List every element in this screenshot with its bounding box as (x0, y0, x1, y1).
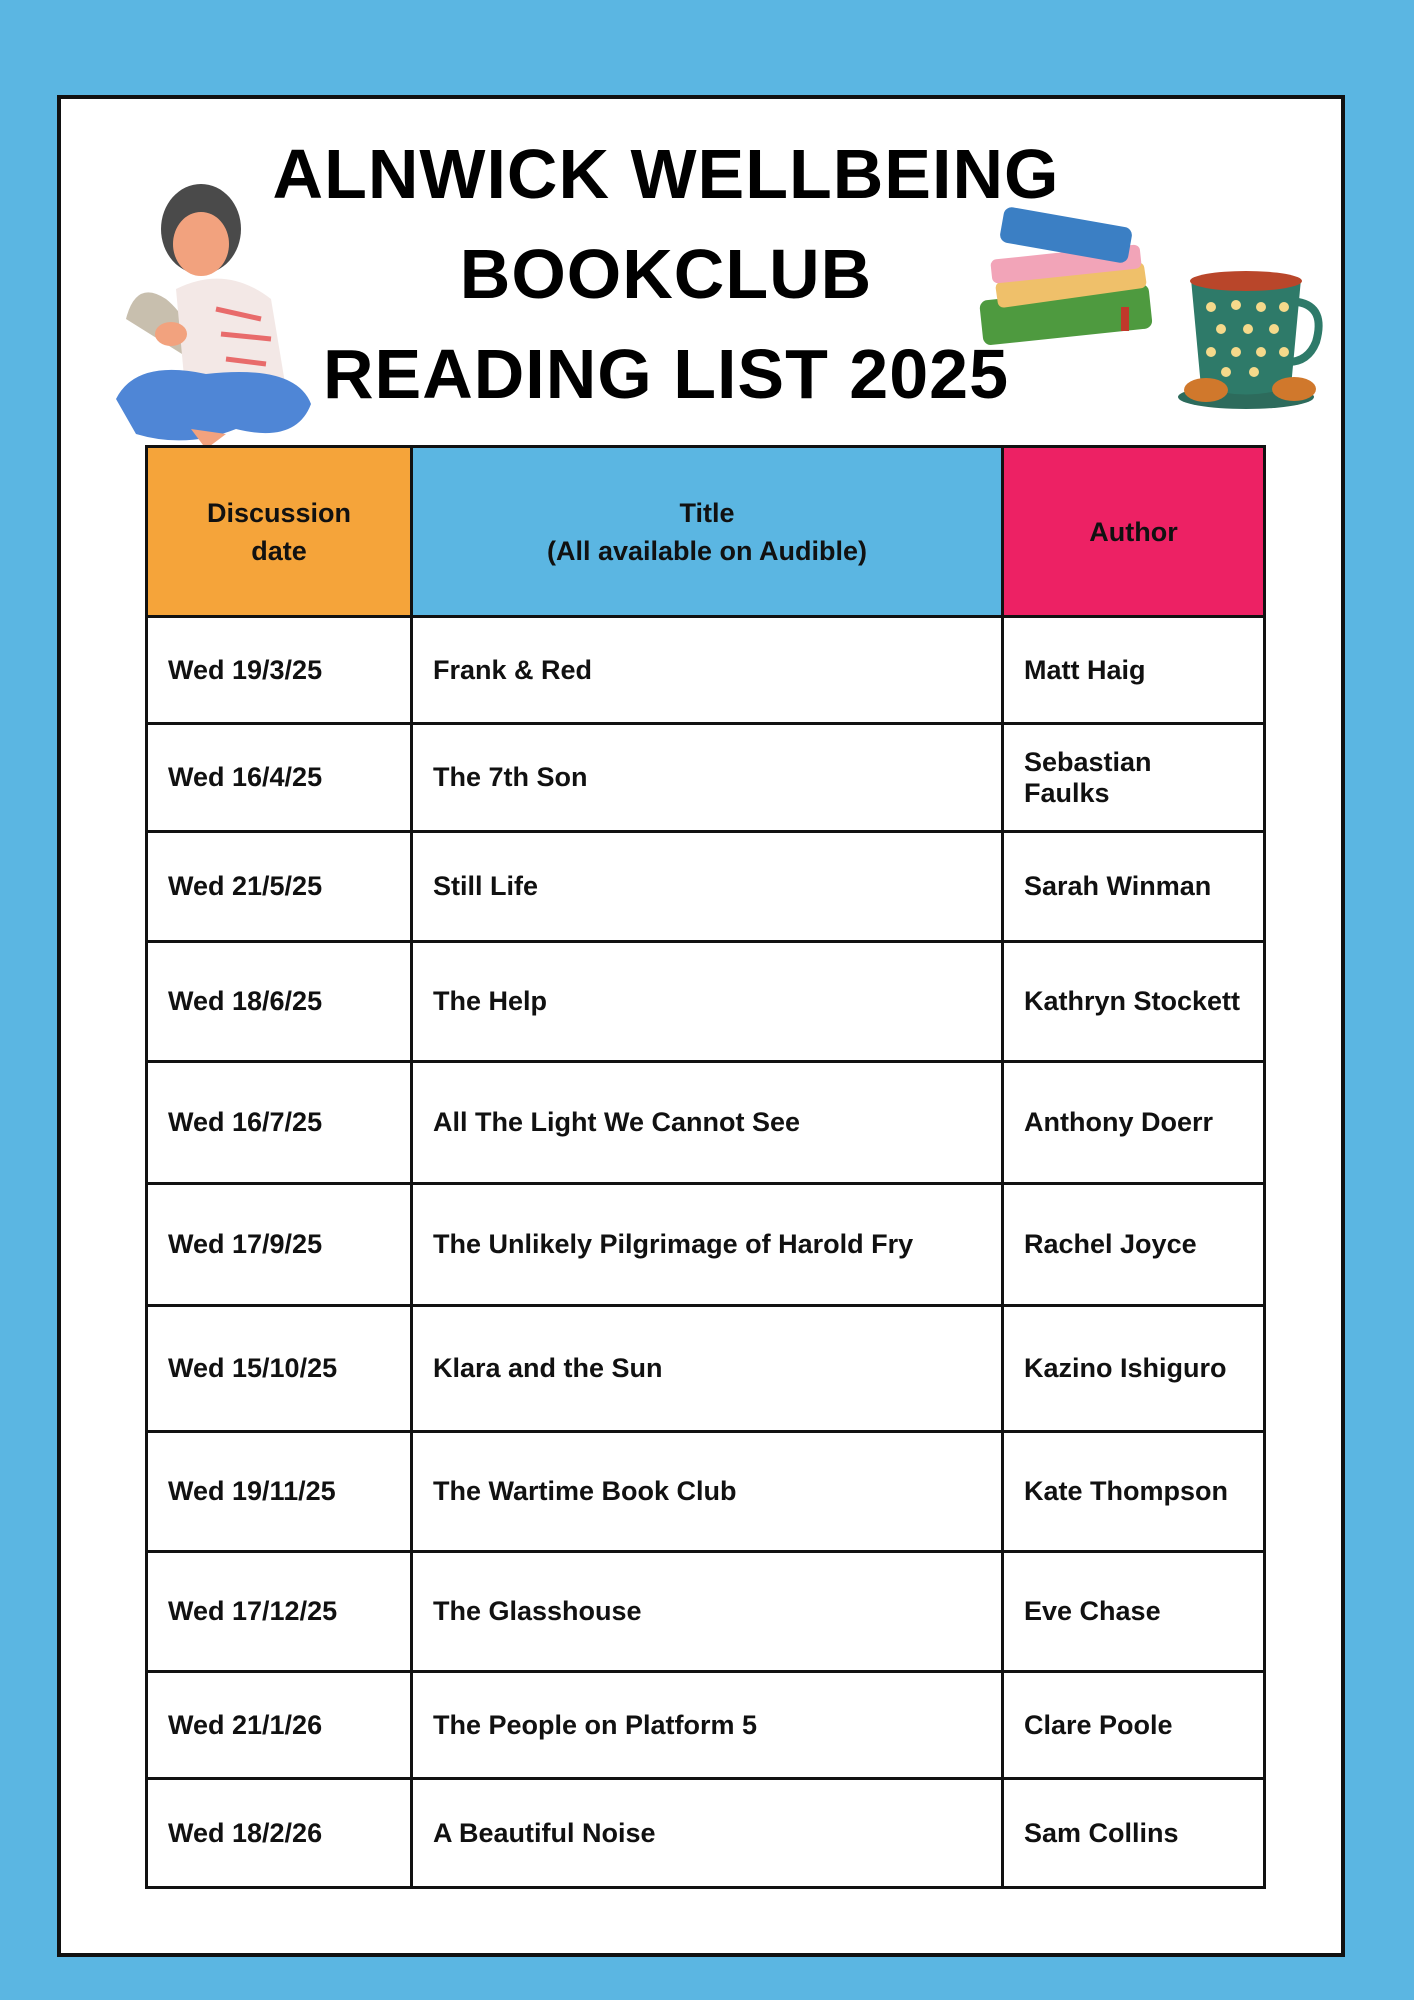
table-header-row (147, 447, 1265, 617)
author-header-label: Author (1089, 516, 1178, 547)
date-cell: Wed 17/9/25 (147, 1184, 412, 1306)
date-cell: Wed 19/11/25 (147, 1432, 412, 1552)
date-cell: Wed 18/2/26 (147, 1779, 412, 1888)
table-row (147, 1552, 1265, 1672)
title-line-1: ALNWICK WELLBEING (272, 135, 1060, 213)
poster-card (57, 95, 1345, 1957)
title-cell: The Help (412, 942, 1003, 1062)
title-cell: All The Light We Cannot See (412, 1062, 1003, 1184)
table-row (147, 1184, 1265, 1306)
author-cell: Rachel Joyce (1003, 1184, 1265, 1306)
title-cell: Frank & Red (412, 617, 1003, 724)
author-cell: Sam Collins (1003, 1779, 1265, 1888)
author-cell: Kazino Ishiguro (1003, 1306, 1265, 1432)
table-row (147, 1432, 1265, 1552)
table-row (147, 1779, 1265, 1888)
table-row (147, 1062, 1265, 1184)
table-row (147, 942, 1265, 1062)
date-cell: Wed 18/6/25 (147, 942, 412, 1062)
table-row (147, 832, 1265, 942)
title-cell: The Wartime Book Club (412, 1432, 1003, 1552)
date-cell: Wed 15/10/25 (147, 1306, 412, 1432)
date-cell: Wed 21/1/26 (147, 1672, 412, 1779)
author-cell: Sebastian Faulks (1003, 724, 1265, 832)
title-line-2: BOOKCLUB (459, 235, 873, 313)
title-header-line-1: Title (679, 497, 735, 528)
title-cell: The 7th Son (412, 724, 1003, 832)
tea-cup-icon (1176, 267, 1326, 412)
author-cell: Anthony Doerr (1003, 1062, 1265, 1184)
date-cell: Wed 19/3/25 (147, 617, 412, 724)
title-line-3: READING LIST 2025 (322, 335, 1010, 413)
date-cell: Wed 16/4/25 (147, 724, 412, 832)
title-cell: A Beautiful Noise (412, 1779, 1003, 1888)
page-title (261, 124, 1071, 424)
table-row (147, 1306, 1265, 1432)
author-column-header (1003, 447, 1265, 617)
title-cell: Klara and the Sun (412, 1306, 1003, 1432)
table-row (147, 724, 1265, 832)
table-row (147, 1672, 1265, 1779)
title-cell: The People on Platform 5 (412, 1672, 1003, 1779)
date-header-line-2: date (251, 535, 307, 566)
table-row (147, 617, 1265, 724)
title-cell: The Glasshouse (412, 1552, 1003, 1672)
author-cell: Clare Poole (1003, 1672, 1265, 1779)
author-cell: Matt Haig (1003, 617, 1265, 724)
author-cell: Sarah Winman (1003, 832, 1265, 942)
title-column-header (412, 447, 1003, 617)
author-cell: Kate Thompson (1003, 1432, 1265, 1552)
date-cell: Wed 17/12/25 (147, 1552, 412, 1672)
date-column-header (147, 447, 412, 617)
date-cell: Wed 16/7/25 (147, 1062, 412, 1184)
title-header-line-2: (All available on Audible) (546, 535, 868, 566)
date-header-line-1: Discussion (206, 497, 352, 528)
reading-list-table (145, 445, 1266, 1889)
title-cell: The Unlikely Pilgrimage of Harold Fry (412, 1184, 1003, 1306)
title-cell: Still Life (412, 832, 1003, 942)
author-cell: Eve Chase (1003, 1552, 1265, 1672)
date-cell: Wed 21/5/25 (147, 832, 412, 942)
author-cell: Kathryn Stockett (1003, 942, 1265, 1062)
